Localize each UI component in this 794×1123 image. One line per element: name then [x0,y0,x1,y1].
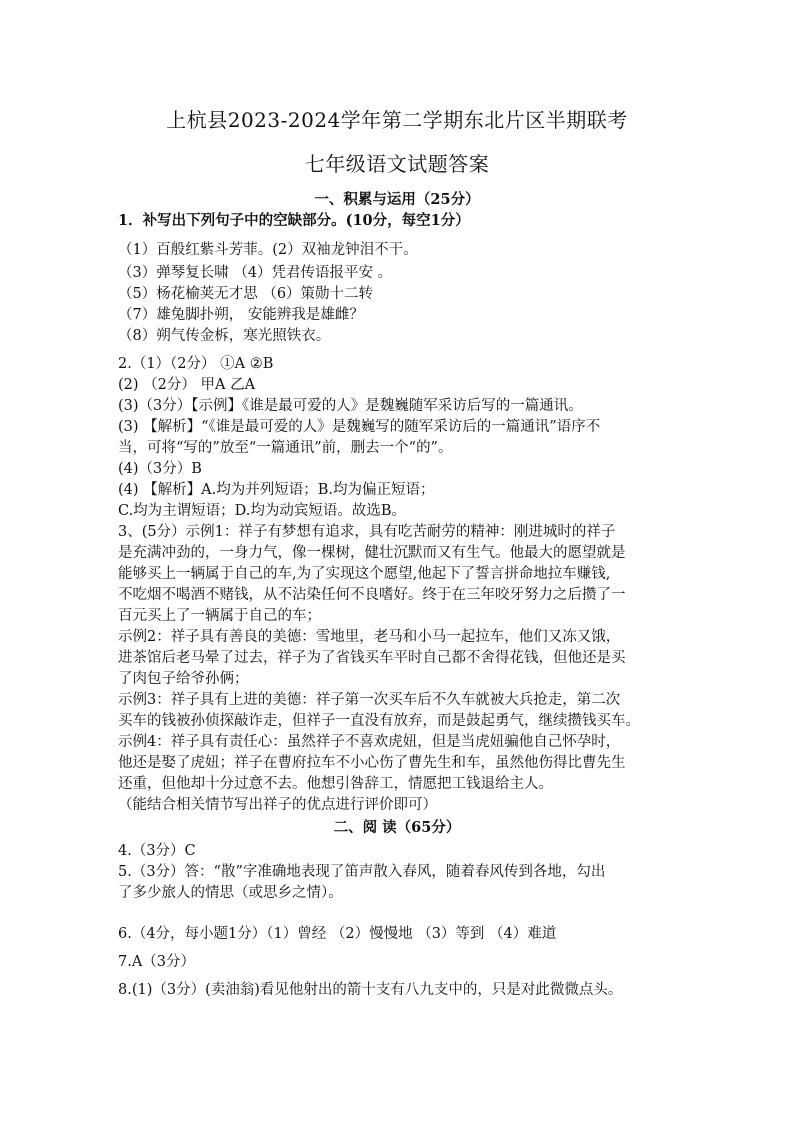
q1-answer-line: （3）弹琴复长啸 （4）凭君传语报平安 。 [118,265,393,281]
q2-answer-line: (2) （2分） 甲A 乙A [118,377,256,393]
reading-answer-line: 7.A（3分） [118,954,196,970]
q3-answer-line: 示例4：祥子具有责任心：虽然祥子不喜欢虎妞，但是当虎妞骗他自己怀孕时， [118,734,621,750]
document-subtitle: 七年级语文试题答案 [304,152,490,176]
q2-answer-line: (3)（3分）【示例】《谁是最可爱的人》是魏巍随军采访后写的一篇通讯。 [118,398,583,414]
q3-answer-line: 不吃烟不喝酒不赌钱，从不沾染任何不良嗜好。终于在三年咬牙努力之后攒了一 [118,587,626,603]
q3-answer-line: 示例2：祥子具有善良的美德：雪地里，老马和小马一起拉车，他们又冻又饿， [118,629,621,645]
question-1-title: 1．补写出下列句子中的空缺部分。(10分，每空1分） [118,212,470,229]
q3-answer-line: 示例3：祥子具有上进的美德：祥子第一次买车后不久车就被大兵抢走，第二次 [118,692,621,708]
reading-answer-line: 4.（3分）C [118,843,196,859]
section-1-heading: 一、积累与运用（25分） [314,191,480,208]
q3-answer-line: 3、(5分）示例1：祥子有梦想有追求，具有吃苦耐劳的精神：刚进城时的祥子 [118,524,616,540]
q3-answer-line: 进茶馆后老马晕了过去，祥子为了省钱买车平时自己都不舍得花钱，但他还是买 [118,650,626,666]
q3-answer-line: 百元买上了一辆属于自己的车； [118,608,321,624]
q3-answer-line: 他还是娶了虎妞；祥子在曹府拉车不小心伤了曹先生和车，虽然他伤得比曹先生 [118,755,626,771]
q3-answer-note: （能结合相关情节写出祥子的优点进行评价即可） [118,797,437,813]
q3-answer-line: 能够买上一辆属于自己的车,为了实现这个愿望,他起下了誓言拼命地拉车赚钱, [118,566,611,582]
q3-answer-line: 还重，但他却十分过意不去。他想引咎辞工，情愿把工钱退给主人。 [118,776,553,792]
q1-answer-line: （5）杨花榆荚无才思 （6）策勋十二转 [118,286,374,302]
q3-answer-line: 了肉包子给爷孙俩； [118,671,249,687]
reading-answer-line: 5.（3分）答：“散”字准确地表现了笛声散入春风，随着春风传到各地，勾出 [118,864,606,880]
q1-answer-line: （7）雄兔脚扑朔， 安能辨我是雄雌？ [118,307,364,323]
q1-answer-line: （8）朔气传金柝，寒光照铁衣。 [118,328,331,344]
q1-answer-line: （1）百般红紫斗芳菲。(2）双袖龙钟泪不干。 [118,242,418,258]
q2-answer-line: (3) 【解析】“《谁是最可爱的人》是魏巍写的随军采访后的一篇通讯”语序不 [118,419,601,435]
q2-answer-line: 2.（1）（2分） ①A ②B [118,356,274,372]
reading-answer-line: 8.(1)（3分）(卖油翁)看见他射出的箭十支有八九支中的，只是对此微微点头。 [118,982,623,998]
reading-answer-line: 了多少旅人的情思（或思乡之情）。 [118,885,343,901]
q3-answer-line: 是充满冲劲的，一身力气，像一棵树，健壮沉默而又有生气。他最大的愿望就是 [118,545,626,561]
q2-answer-line: (4)（3分）B [118,461,202,477]
document-title: 上杭县2023-2024学年第二学期东北片区半期联考 [166,108,628,132]
q3-answer-line: 买车的钱被孙侦探敲诈走，但祥子一直没有放弃，而是鼓起勇气，继续攒钱买车。 [118,713,640,729]
section-2-heading: 二、阅 读（65分） [333,819,461,836]
q2-answer-line: (4) 【解析】A.均为并列短语；B.均为偏正短语； [118,482,435,498]
reading-answer-line: 6.（4分，每小题1分）（1）曾经 （2）慢慢地 （3）等到 （4）难道 [118,926,557,942]
q2-answer-line: 当，可将“写的”放至“一篇通讯”前，删去一个“的”。 [118,440,453,456]
q2-answer-line: C.均为主谓短语；D.均为动宾短语。故选B。 [118,503,407,519]
